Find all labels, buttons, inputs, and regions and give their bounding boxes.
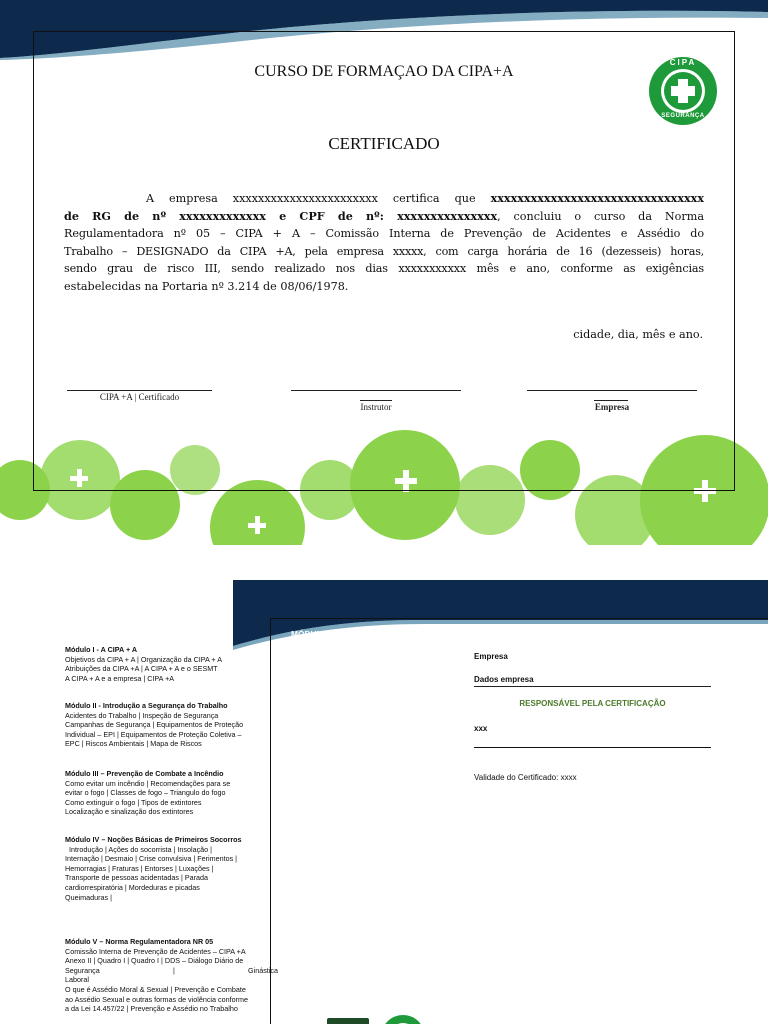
module-1 (65, 645, 278, 683)
module-5-title: Módulo V – Norma Regulamentadora NR 05 (65, 937, 214, 946)
module-4-line-1: Introdução | Ações do socorrista | Insolação | (69, 844, 213, 854)
module-4-line-4: Transporte de pessoas acidentadas | Parada (65, 873, 209, 883)
module-3-line-3: Como extinguir o fogo | Tipos de extintores (65, 797, 202, 807)
body-line-5: sendo grau de risco III, sendo realizado nos dias xxxxxxxxxxx mês e ano, conforme as exigências (64, 262, 704, 276)
signature-tick-company (594, 400, 628, 401)
body-line-6: estabelecidas na Portaria nº 3.214 de 08/06/1978. (64, 279, 349, 293)
bottom-cipa-logo (380, 1014, 426, 1024)
body-line-4: Trabalho – DESIGNADO da CIPA +A, pela empresa xxxxx, com carga horária de 16 (dezesseis) horas, (64, 244, 704, 258)
module-1-title: Módulo I - A CIPA + A (65, 645, 138, 654)
module-2-line-2: Campanhas de Segurança | Equipamentos de Proteção (65, 720, 244, 730)
module-5-line-4: O que é Assédio Moral & Sexual | Prevenção e Combate (65, 984, 246, 994)
body-line-1: A empresa xxxxxxxxxxxxxxxxxxxxxxx certifica que (146, 192, 476, 205)
module-1-line-1: Objetivos da CIPA + A | Organização da CIPA + A (65, 654, 223, 664)
certificate-heading: CERTIFICADO (328, 134, 440, 153)
module-5-line-5: ao Assédio Sexual e outras formas de violência conforme (65, 994, 248, 1004)
signature-tick-instructor (360, 400, 392, 401)
company-data-label: Dados empresa (474, 675, 534, 684)
validity-text: Validade do Certificado: xxxx (474, 773, 577, 782)
module-4-title: Módulo IV – Noções Básicas de Primeiros Socorros (65, 835, 242, 844)
signature-label-company: Empresa (594, 402, 630, 412)
company-label: Empresa (474, 652, 508, 661)
module-5 (65, 937, 278, 1014)
modules-header-title: MÓDULOS, CONTEÚDOS E CARGA HORÁRIA DO CURSO DA NR 05 – CIPA +A (291, 629, 603, 639)
module-3 (65, 769, 278, 817)
module-5-line-6: a da Lei 14.457/22 | Prevenção e Assédio no Trabalho (65, 1004, 238, 1014)
certificate-body (64, 190, 704, 296)
modules-page (0, 580, 768, 1024)
module-4 (65, 835, 278, 902)
logo-bottom-text: SEGURANÇA (661, 113, 705, 119)
module-4-line-3: Hemorragias | Fraturas | Entorses | Luxações | (65, 863, 214, 873)
course-title: CURSO DE FORMAÇAO DA CIPA+A (254, 63, 514, 80)
module-2-line-3: Individual – EPI | Equipamentos de Proteção Coletiva – (65, 729, 242, 739)
company-data-line (474, 686, 711, 687)
module-2-title: Módulo II - Introdução a Segurança do Trabalho (65, 701, 228, 710)
signature-label-instructor: Instrutor (360, 402, 392, 412)
bottom-dark-logo (327, 1018, 369, 1024)
body-line-3: Regulamentadora nº 05 – CIPA + A – Comissão Interna de Prevenção de Acidentes e Assédio do (64, 227, 704, 241)
module-4-line-6: Queimaduras | (65, 892, 113, 902)
responsible-line (474, 747, 711, 748)
student-name: xxxxxxxxxxxxxxxxxxxxxxxxxxxxxxxx (490, 191, 704, 205)
responsible-value: xxx (474, 724, 488, 733)
module-3-line-1: Como evitar um incêndio | Recomendações para se (65, 778, 231, 788)
module-5-line-3: Segurança | Ginástica Laboral (65, 965, 278, 985)
responsible-heading: RESPONSÁVEL PELA CERTIFICAÇÃO (519, 699, 666, 708)
module-5-line-1: Comissão Interna de Prevenção de Acidentes – CIPA +A (65, 946, 246, 956)
module-3-line-4: Localização e sinalização dos extintores (65, 807, 194, 817)
signature-line-cipa (67, 390, 212, 391)
module-4-line-5: cardiorrespiratória | Mordeduras e picadas (65, 882, 200, 892)
logo-top-text: CIPA (669, 58, 697, 67)
signature-label-cipa: CIPA +A | Certificado (99, 392, 180, 402)
body-line-2-tail: , concluiu o curso da Norma (497, 209, 704, 223)
module-5-line-2: Anexo II | Quadro I | Quadro I | DDS – Diálogo Diário de (65, 956, 244, 966)
module-2-line-1: Acidentes do Trabalho | Inspeção de Segurança (65, 710, 219, 720)
module-1-line-3: A CIPA + A e a empresa | CIPA +A (65, 673, 175, 683)
module-1-line-2: Atribuições da CIPA +A | A CIPA + A e o SESMT (65, 664, 218, 674)
module-3-line-2: evitar o fogo | Classes de fogo – Triangulo do fogo (65, 788, 226, 798)
module-3-title: Módulo III – Prevenção de Combate a Incêndio (65, 769, 224, 778)
body-line-2: de RG de nº xxxxxxxxxxxxx e CPF de nº: xxxxxxxxxxxxxxx (64, 208, 498, 223)
module-4-line-2: Internação | Desmaio | Crise convulsiva | Ferimentos | (65, 854, 238, 864)
place-date: cidade, dia, mês e ano. (573, 328, 703, 341)
module-2 (65, 701, 278, 749)
module-2-line-4: EPC | Riscos Ambientais | Mapa de Riscos (65, 739, 202, 749)
signature-line-instructor (291, 390, 461, 391)
signature-line-company (527, 390, 697, 391)
